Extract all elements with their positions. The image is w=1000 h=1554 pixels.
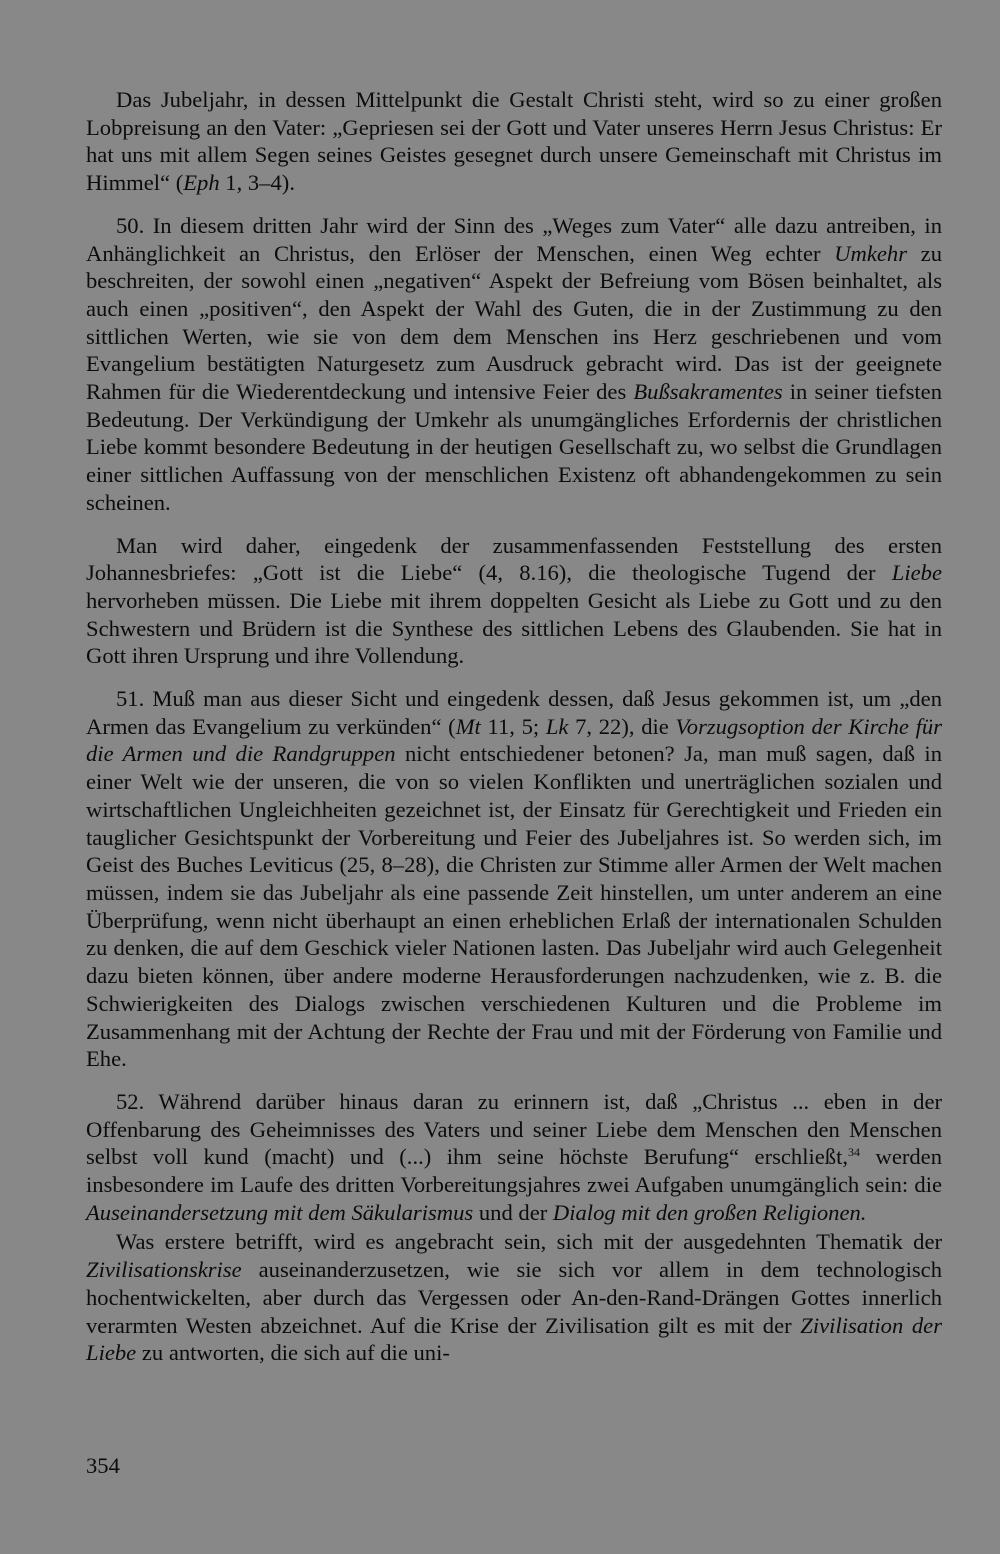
text-run: Man wird daher, eingedenk der zusammenfassenden Feststellung des ersten Johannesbriefes: „Gott ist die Liebe“ (4, 8.16), die theologische Tugend der bbox=[86, 532, 942, 586]
text-run: 7, 22), die bbox=[568, 713, 676, 739]
italic-text-run: Bußsakramentes bbox=[633, 379, 783, 405]
paragraph-51 bbox=[86, 685, 942, 1073]
text-run: auseinanderzusetzen, wie sie sich vor allem in dem technologisch hochentwickelten, aber durch das Vergessen oder An-den-Rand-Drängen Gottes innerlich verarmten Westen abzeichnet. Auf die Krise der Zivilisation gilt es mit der bbox=[86, 1257, 942, 1338]
paragraph-jubeljahr bbox=[86, 86, 942, 197]
text-run: 11, 5; bbox=[480, 713, 546, 739]
italic-text-run: Vorzugsoption der Kirche für die Armen und die Randgruppen bbox=[86, 713, 942, 767]
paragraph-erstere bbox=[86, 1228, 942, 1367]
italic-text-run: Zivilisationskrise bbox=[86, 1257, 242, 1283]
text-run: nicht entschiedener betonen? Ja, man muß sagen, daß in einer Welt wie der unseren, die von so vielen Konflikten und unerträglichen sozialen und wirtschaftlichen Ungleichheiten gezeichnet ist, der Einsatz für Gerechtigkeit und Frieden ein tauglicher Gesichtspunkt der Vorbereitung und Feier des Jubeljahres ist. So werden sich, im Geist des Buches Leviticus (25, 8–28), die Christen zur Stimme aller Armen der Welt machen müssen, indem sie das Jubeljahr als eine passende Zeit hinstellen, um unter anderem an eine Überprüfung, wenn nicht überhaupt an einen erheblichen Erlaß der internationalen Schulden zu denken, die auf dem Geschick vieler Nationen lasten. Das Jubeljahr wird auch Gelegenheit dazu bieten können, über andere moderne Herausforderungen nachzudenken, wie z. B. die Schwierigkeiten des Dialogs zwischen verschiedenen Kulturen und die Probleme im Zusammenhang mit der Achtung der Rechte der Frau und mit der Förderung von Familie und Ehe. bbox=[86, 741, 942, 1072]
italic-text-run: Auseinandersetzung mit dem Säkularismus bbox=[86, 1199, 474, 1225]
text-run: Was erstere betrifft, wird es angebracht sein, sich mit der ausgedehnten Thematik der bbox=[116, 1229, 942, 1255]
text-run: 52. Während darüber hinaus daran zu erinnern ist, daß „Christus ... eben in der Offenbarung des Geheimnisses des Vaters und seiner Liebe dem Menschen den Menschen selbst voll kund (macht) und (...) ihm seine höchste Berufung“ erschließt, bbox=[86, 1088, 942, 1170]
text-run: 51. Muß man aus dieser Sicht und eingedenk dessen, daß Jesus gekommen ist, um „den Armen das Evangelium zu verkünden“ ( bbox=[86, 686, 942, 739]
italic-text-run: Dialog mit den großen Religionen. bbox=[552, 1199, 867, 1225]
text-run: in seiner tiefsten Bedeutung. Der Verkündigung der Umkehr als unumgängliches Erfordernis der christlichen Liebe kommt besondere Bedeutung in der heutigen Gesellschaft zu, wo selbst die Grundlagen einer sittlichen Auffassung von der menschlichen Existenz oft abhandengekommen zu sein scheinen. bbox=[86, 379, 943, 515]
italic-text-run: Mt bbox=[455, 713, 481, 739]
text-run: 50. In diesem dritten Jahr wird der Sinn des „Weges zum Vater“ alle dazu antreiben, in Anhänglichkeit an Christus, den Erlöser der Menschen, einen Weg echter bbox=[86, 212, 942, 266]
text-run: zu beschreiten, der sowohl einen „negativen“ Aspekt der Befreiung vom Bösen beinhaltet, als auch einen „positiven“, den Aspekt der Wahl des Guten, die in der Zustimmung zu den sittlichen Werten, wie sie von dem dem Menschen ins Herz geschriebenen und vom Evangelium bestätigten Naturgesetz zum Ausdruck gebracht wird. Das ist der geeignete Rahmen für die Wiederentdeckung und intensive Feier des bbox=[86, 240, 942, 405]
text-run: hervorheben müssen. Die Liebe mit ihrem doppelten Gesicht als Liebe zu Gott und zu den Schwestern und Brüdern ist die Synthese des sittlichen Lebens des Glaubenden. Sie hat in Gott ihren Ursprung und ihre Vollendung. bbox=[86, 587, 942, 669]
footnote-marker: 34 bbox=[848, 1145, 861, 1160]
italic-text-run: Liebe bbox=[891, 560, 942, 586]
document-page bbox=[86, 86, 942, 1382]
paragraph-52 bbox=[86, 1088, 942, 1227]
text-run: Das Jubeljahr, in dessen Mittelpunkt die Gestalt Christi steht, wird so zu einer großen Lobpreisung an den Vater: „Gepriesen sei der Gott und Vater unseres Herrn Jesus Christus: Er hat uns mit allem Segen seines Geistes gesegnet durch unsere Gemeinschaft mit Christus im Himmel“ ( bbox=[86, 87, 942, 196]
page-number: 354 bbox=[86, 1453, 120, 1478]
italic-text-run: Lk bbox=[545, 713, 569, 739]
italic-text-run: Umkehr bbox=[834, 240, 907, 266]
text-run: werden insbesondere im Laufe des dritten Vorbereitungsjahres zwei Aufgaben unumgänglich sein: die bbox=[86, 1144, 942, 1198]
text-run: 1, 3–4). bbox=[219, 170, 295, 196]
italic-text-run: Eph bbox=[183, 170, 220, 196]
text-run: zu antworten, die sich auf die uni- bbox=[136, 1340, 450, 1366]
paragraph-50 bbox=[86, 212, 942, 517]
italic-text-run: Zivilisation der Liebe bbox=[86, 1312, 942, 1366]
paragraph-liebe bbox=[86, 532, 942, 671]
text-run: und der bbox=[473, 1199, 553, 1225]
